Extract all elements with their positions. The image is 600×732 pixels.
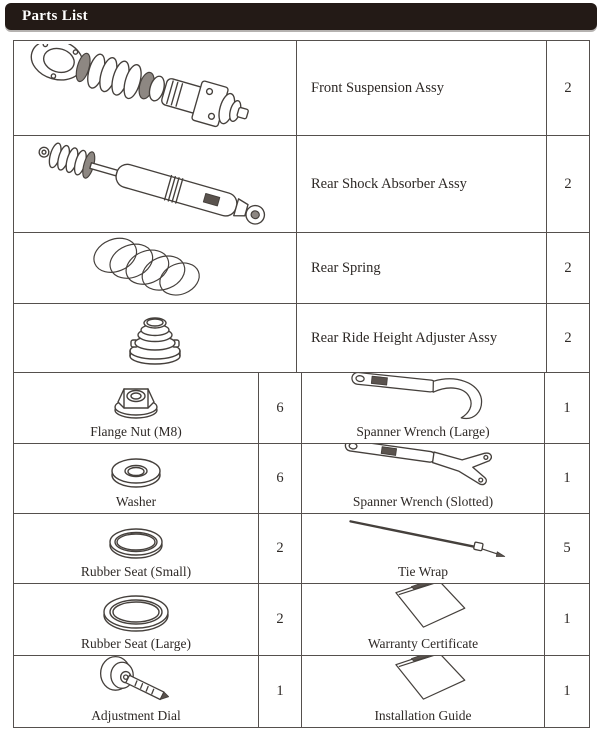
flange-nut-icon (111, 380, 161, 422)
part-name: Warranty Certificate (367, 635, 479, 651)
washer-cell (14, 444, 258, 513)
washer-icon (107, 456, 165, 492)
rubber-seat-large-icon (101, 592, 171, 634)
part-qty: 1 (544, 444, 589, 513)
part-name: Spanner Wrench (Large) (356, 423, 490, 439)
table-row (14, 443, 589, 513)
spanner-large-art (302, 373, 544, 422)
rubber-seat-large-cell (14, 584, 258, 655)
part-qty: 2 (546, 304, 589, 372)
installation-guide-art (302, 656, 544, 706)
table-row (14, 303, 589, 372)
part-qty: 1 (258, 656, 301, 727)
warranty-certificate-icon (369, 584, 477, 634)
table-row (14, 135, 589, 232)
table-row (14, 583, 589, 655)
rear-spring-cell (14, 233, 296, 303)
page-title: Parts List (22, 8, 88, 24)
ride-height-adjuster-illustration (119, 309, 191, 367)
part-qty: 2 (258, 514, 301, 583)
rubber-seat-large-art (14, 584, 258, 634)
adjustment-dial-cell (14, 656, 258, 727)
table-row (14, 232, 589, 303)
part-name: Tie Wrap (397, 563, 449, 579)
rear-shock-absorber-illustration (24, 139, 286, 229)
part-qty: 5 (544, 514, 589, 583)
part-name: Rubber Seat (Small) (80, 563, 192, 579)
part-name: Spanner Wrench (Slotted) (352, 493, 494, 509)
flange-nut-art (14, 373, 258, 422)
part-name: Washer (115, 493, 157, 509)
part-name: Flange Nut (M8) (90, 423, 182, 439)
table-row (14, 372, 589, 443)
spanner-wrench-large-icon (337, 373, 509, 422)
front-suspension-cell (14, 41, 296, 135)
part-name: Rear Ride Height Adjuster Assy (296, 304, 546, 372)
front-suspension-illustration (24, 44, 286, 132)
tie-wrap-art (302, 514, 544, 562)
part-qty: 1 (544, 656, 589, 727)
part-name: Adjustment Dial (91, 707, 181, 723)
washer-art (14, 444, 258, 492)
adjustment-dial-art (14, 656, 258, 706)
part-name: Rear Spring (296, 233, 546, 303)
part-qty: 1 (544, 373, 589, 443)
flange-nut-cell (14, 373, 258, 443)
parts-table (13, 40, 590, 728)
table-row (14, 41, 589, 135)
rear-spring-illustration (75, 235, 235, 301)
table-row (14, 655, 589, 727)
rubber-seat-small-art (14, 514, 258, 562)
spanner-slotted-art (302, 444, 544, 492)
warranty-certificate-art (302, 584, 544, 634)
part-qty: 1 (544, 584, 589, 655)
installation-guide-cell (301, 656, 544, 727)
ride-height-adjuster-cell (14, 304, 296, 372)
rubber-seat-small-cell (14, 514, 258, 583)
warranty-certificate-cell (301, 584, 544, 655)
part-qty: 6 (258, 373, 301, 443)
rubber-seat-small-icon (106, 526, 166, 562)
part-qty: 2 (258, 584, 301, 655)
spanner-wrench-slotted-icon (337, 444, 509, 492)
part-name: Rear Shock Absorber Assy (296, 136, 546, 232)
part-name: Installation Guide (374, 707, 472, 723)
part-name: Rubber Seat (Large) (81, 635, 191, 651)
part-qty: 2 (546, 41, 589, 135)
adjustment-dial-icon (91, 656, 181, 706)
installation-guide-icon (369, 656, 477, 706)
part-qty: 2 (546, 233, 589, 303)
part-qty: 6 (258, 444, 301, 513)
tie-wrap-cell (301, 514, 544, 583)
spanner-slotted-cell (301, 444, 544, 513)
tie-wrap-icon (333, 514, 513, 562)
part-qty: 2 (546, 136, 589, 232)
part-name: Front Suspension Assy (296, 41, 546, 135)
table-row (14, 513, 589, 583)
spanner-large-cell (301, 373, 544, 443)
parts-list-header (5, 3, 597, 30)
rear-shock-cell (14, 136, 296, 232)
